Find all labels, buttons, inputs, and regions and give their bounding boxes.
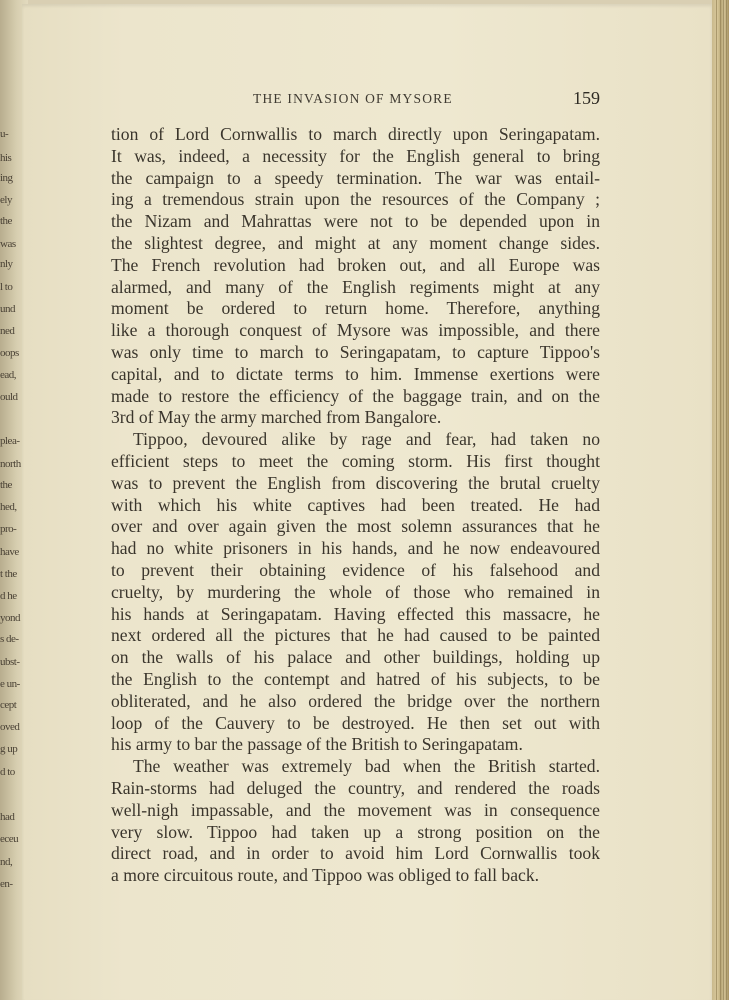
margin-fragment: s de- bbox=[0, 633, 19, 645]
running-head: THE INVASION OF MYSORE bbox=[253, 91, 453, 106]
margin-fragment: hed, bbox=[0, 501, 17, 513]
text-line: was only time to march to Seringapatam, to capture Tippoo's bbox=[111, 342, 600, 362]
margin-fragment: his bbox=[0, 152, 12, 164]
page-number: 159 bbox=[573, 88, 600, 108]
margin-fragment: pro- bbox=[0, 523, 17, 535]
margin-fragment: north bbox=[0, 458, 21, 470]
margin-fragment: the bbox=[0, 215, 12, 227]
text-line: 3rd of May the army marched from Bangalore. bbox=[111, 407, 442, 428]
margin-fragment: oops bbox=[0, 347, 19, 359]
margin-fragment: nly bbox=[0, 258, 13, 270]
margin-fragment: u- bbox=[0, 128, 9, 140]
margin-fragment: ely bbox=[0, 194, 12, 206]
text-line: next ordered all the pictures that he had caused to be painted bbox=[111, 625, 600, 646]
margin-fragment: had bbox=[0, 811, 15, 823]
text-line: ing a tremendous strain upon the resources of the Company ; bbox=[111, 189, 600, 210]
text-line: direct road, and in order to avoid him Lord Cornwallis took bbox=[111, 843, 600, 864]
text-line: a more circuitous route, and Tippoo was obliged to fall back. bbox=[111, 865, 540, 886]
text-line: his army to bar the passage of the British to Seringapatam. bbox=[111, 734, 523, 755]
text-line: capital, and to dictate terms to him. Immense exertions were bbox=[111, 363, 600, 384]
margin-fragment: the bbox=[0, 479, 12, 491]
text-line: the slightest degree, and might at any moment change sides. bbox=[111, 233, 600, 253]
margin-fragment: und bbox=[0, 303, 15, 315]
margin-fragment: d he bbox=[0, 590, 17, 602]
text-line: Tippoo, devoured alike by rage and fear, had taken no bbox=[133, 429, 600, 450]
text-line: on the walls of his palace and other buildings, holding up bbox=[111, 647, 600, 668]
page-edge-stack bbox=[712, 0, 729, 1000]
margin-fragment: ead, bbox=[0, 369, 17, 381]
text-line: made to restore the efficiency of the baggage train, and on the bbox=[111, 385, 600, 406]
text-line: very slow. Tippoo had taken up a strong position on the bbox=[111, 821, 600, 842]
margin-fragment: e un- bbox=[0, 678, 20, 690]
text-line: his hands at Seringapatam. Having effected this massacre, he bbox=[111, 603, 600, 624]
text-line: Rain-storms had deluged the country, and rendered the roads bbox=[111, 778, 600, 798]
text-line: had no white prisoners in his hands, and he now endeavoured bbox=[111, 538, 600, 559]
margin-fragment: ned bbox=[0, 325, 15, 337]
text-line: the campaign to a speedy termination. The war was entail- bbox=[111, 167, 600, 188]
text-line: efficient steps to meet the coming storm. His first thought bbox=[111, 451, 600, 471]
text-line: tion of Lord Cornwallis to march directly upon Seringapatam. bbox=[111, 124, 600, 144]
text-line: The weather was extremely bad when the British started. bbox=[133, 756, 600, 777]
margin-fragment: l to bbox=[0, 281, 13, 293]
text-line: the English to the contempt and hatred of his subjects, to be bbox=[111, 669, 600, 689]
text-line: well-nigh impassable, and the movement was in consequence bbox=[111, 799, 600, 820]
text-line: alarmed, and many of the English regiments might at any bbox=[111, 276, 600, 297]
text-line: moment be ordered to return home. Therefore, anything bbox=[111, 298, 600, 319]
margin-fragment: plea- bbox=[0, 435, 20, 447]
margin-fragment: ould bbox=[0, 391, 18, 403]
text-line: loop of the Cauvery to be destroyed. He then set out with bbox=[111, 712, 600, 733]
text-line: with which his white captives had been treated. He had bbox=[111, 494, 600, 515]
text-line: obliterated, and he also ordered the bridge over the northern bbox=[111, 690, 600, 711]
margin-fragment: t the bbox=[0, 568, 17, 580]
text-line: The French revolution had broken out, and all Europe was bbox=[111, 254, 600, 275]
text-line: It was, indeed, a necessity for the English general to bring bbox=[111, 145, 600, 166]
margin-fragment: was bbox=[0, 238, 16, 250]
margin-fragment: en- bbox=[0, 878, 13, 890]
margin-fragment: ing bbox=[0, 172, 13, 184]
margin-fragment: cept bbox=[0, 699, 17, 711]
text-line: like a thorough conquest of Mysore was impossible, and there bbox=[111, 320, 600, 341]
text-line: the Nizam and Mahrattas were not to be depended upon in bbox=[111, 211, 600, 232]
margin-fragment: yond bbox=[0, 612, 20, 624]
margin-fragment: have bbox=[0, 546, 19, 558]
margin-fragment: oved bbox=[0, 721, 20, 733]
margin-fragment: ubst- bbox=[0, 656, 20, 668]
text-line: over and over again given the most solemn assurances that he bbox=[111, 516, 600, 537]
margin-fragment: g up bbox=[0, 743, 18, 755]
margin-fragment: d to bbox=[0, 766, 15, 778]
text-line: cruelty, by murdering the whole of those who remained in bbox=[111, 581, 600, 602]
margin-fragment: nd, bbox=[0, 856, 13, 868]
text-line: was to prevent the English from discovering the brutal cruelty bbox=[111, 472, 600, 493]
text-line: to prevent their obtaining evidence of his falsehood and bbox=[111, 560, 600, 580]
margin-fragment: eceu bbox=[0, 833, 19, 845]
